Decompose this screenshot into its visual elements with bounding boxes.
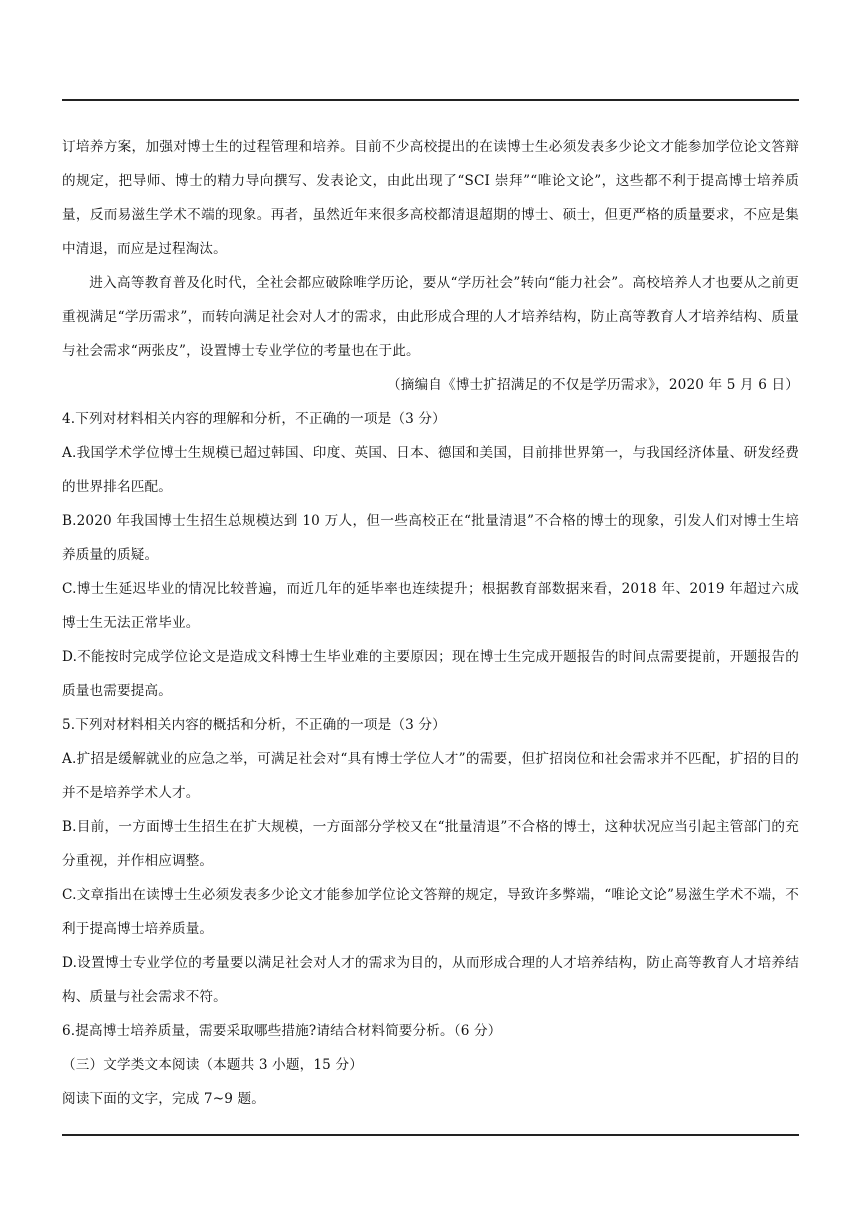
question-4-option-b: B.2020 年我国博士生招生总规模达到 10 万人，但一些高校正在“批量清退”不合格的博士的现象，引发人们对博士生培养质量的质疑。 bbox=[62, 513, 799, 563]
question-4-option-c: C.博士生延迟毕业的情况比较普遍，而近几年的延毕率也连续提升；根据教育部数据来看，2018 年、2019 年超过六成博士生无法正常毕业。 bbox=[62, 581, 799, 631]
section-3-heading: （三）文学类文本阅读（本题共 3 小题，15 分） bbox=[62, 1057, 363, 1073]
question-5-option-c: C.文章指出在读博士生必须发表多少论文才能参加学位论文答辩的规定，导致许多弊端，“唯论文论”易滋生学术不端，不利于提高博士培养质量。 bbox=[62, 887, 799, 937]
passage-paragraph-2: 进入高等教育普及化时代，全社会都应破除唯学历论，要从“学历社会”转向“能力社会”。高校培养人才也要从之前更重视满足“学历需求”，而转向满足社会对人才的需求，由此形成合理的人才培养结构，防止高等教育人才培养结构、质量与社会需求“两张皮”，设置博士专业学位的考量也在于此。 bbox=[62, 275, 799, 359]
header-rule bbox=[62, 99, 799, 101]
question-6-stem: 6.提高博士培养质量，需要采取哪些措施?请结合材料简要分析。（6 分） bbox=[62, 1023, 502, 1039]
exam-page-content bbox=[62, 130, 799, 1116]
question-5-stem: 5.下列对材料相关内容的概括和分析，不正确的一项是（3 分） bbox=[62, 717, 446, 733]
question-4-option-a: A.我国学术学位博士生规模已超过韩国、印度、英国、日本、德国和美国，目前排世界第一，与我国经济体量、研发经费的世界排名匹配。 bbox=[62, 445, 799, 495]
passage-source: （摘编自《博士扩招满足的不仅是学历需求》，2020 年 5 月 6 日） bbox=[387, 377, 799, 393]
footer-rule bbox=[62, 1134, 799, 1136]
question-5-option-d: D.设置博士专业学位的考量要以满足社会对人才的需求为目的，从而形成合理的人才培养结构，防止高等教育人才培养结构、质量与社会需求不符。 bbox=[62, 955, 799, 1005]
question-5-option-b: B.目前，一方面博士生招生在扩大规模，一方面部分学校又在“批量清退”不合格的博士，这种状况应当引起主管部门的充分重视，并作相应调整。 bbox=[62, 819, 799, 869]
question-5-option-a: A.扩招是缓解就业的应急之举，可满足社会对“具有博士学位人才”的需要，但扩招岗位和社会需求并不匹配，扩招的目的并不是培养学术人才。 bbox=[62, 751, 799, 801]
passage-paragraph-1: 订培养方案，加强对博士生的过程管理和培养。目前不少高校提出的在读博士生必须发表多少论文才能参加学位论文答辩的规定，把导师、博士的精力导向撰写、发表论文，由此出现了“SCI 崇拜”“唯论文论”，这些都不利于提高博士培养质量，反而易滋生学术不端的现象。再者，虽然近年来很多高校都清退超期的博士、硕士，但更严格的质量要求，不应是集中清退，而应是过程淘汰。 bbox=[62, 139, 799, 257]
question-4-option-d: D.不能按时完成学位论文是造成文科博士生毕业难的主要原因；现在博士生完成开题报告的时间点需要提前，开题报告的质量也需要提高。 bbox=[62, 649, 799, 699]
question-4-stem: 4.下列对材料相关内容的理解和分析，不正确的一项是（3 分） bbox=[62, 411, 446, 427]
section-3-instruction: 阅读下面的文字，完成 7~9 题。 bbox=[62, 1091, 266, 1107]
